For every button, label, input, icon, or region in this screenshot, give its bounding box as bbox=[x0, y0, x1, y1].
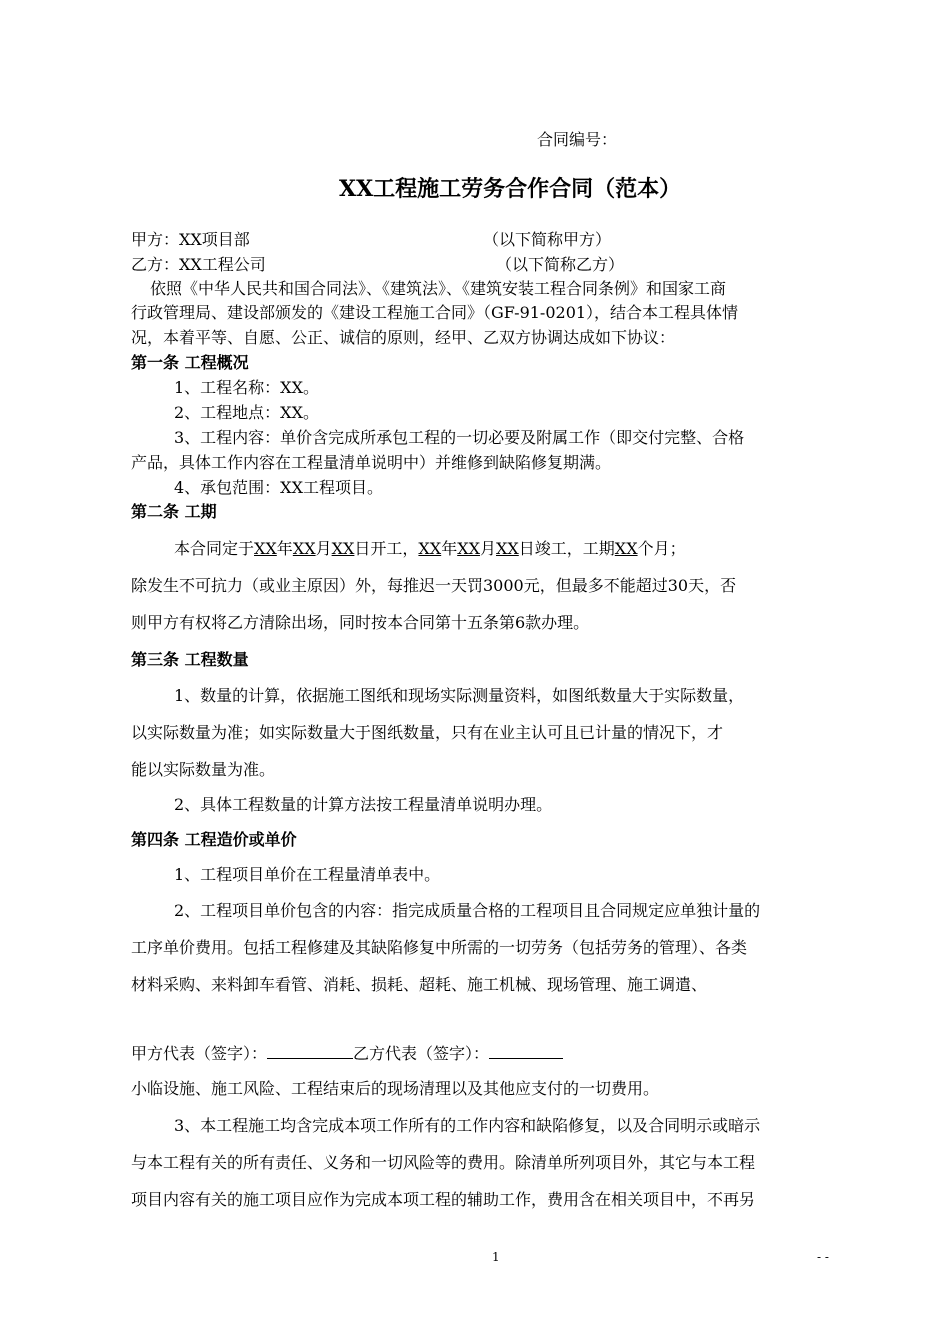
article-1-item: 2、工程地点：XX。 bbox=[174, 403, 319, 422]
article-4-heading: 第四条 工程造价或单价 bbox=[131, 830, 297, 849]
article-3-line: 1、数量的计算，依据施工图纸和现场实际测量资料，如图纸数量大于实际数量， bbox=[174, 686, 745, 705]
preamble-line: 依照《中华人民共和国合同法》、《建筑法》、《建筑安装工程合同条例》和国家工商 bbox=[150, 279, 727, 298]
article-1-heading: 第一条 工程概况 bbox=[131, 353, 249, 372]
article-1-item: 3、工程内容：单价含完成所承包工程的一切必要及附属工作（即交付完整、合格 bbox=[174, 428, 745, 447]
article-2-line: 除发生不可抗力（或业主原因）外，每推迟一天罚3000元，但最多不能超过30天，否 bbox=[131, 576, 737, 595]
preamble-line: 况，本着平等、自愿、公正、诚信的原则，经甲、乙双方协调达成如下协议： bbox=[131, 328, 676, 347]
footer-right-mark: - - bbox=[817, 1250, 829, 1264]
article-2-heading: 第二条 工期 bbox=[131, 502, 217, 521]
signature-row bbox=[131, 1041, 563, 1064]
party-a-signature-label: 甲方代表（签字）： bbox=[131, 1044, 268, 1063]
party-b-note: （以下简称乙方） bbox=[496, 255, 625, 274]
article-1-item: 产品，具体工作内容在工程量清单说明中）并维修到缺陷修复期满。 bbox=[131, 453, 612, 472]
party-b-signature-line[interactable] bbox=[489, 1044, 563, 1059]
party-b-signature-label: 乙方代表（签字）： bbox=[353, 1044, 490, 1063]
article-4-line: 2、工程项目单价包含的内容：指完成质量合格的工程项目且合同规定应单独计量的 bbox=[174, 901, 761, 920]
continuation-line: 3、本工程施工均含完成本项工作所有的工作内容和缺陷修复，以及合同明示或暗示 bbox=[174, 1116, 761, 1135]
article-1-item: 4、承包范围：XX工程项目。 bbox=[174, 478, 383, 497]
continuation-line: 小临设施、施工风险、工程结束后的现场清理以及其他应支付的一切费用。 bbox=[131, 1079, 660, 1098]
preamble-line: 行政管理局、建设部颁发的《建设工程施工合同》（GF-91-0201），结合本工程具体情 bbox=[131, 303, 739, 322]
article-1-item: 1、工程名称：XX。 bbox=[174, 378, 319, 397]
page-number: 1 bbox=[492, 1250, 500, 1264]
continuation-line: 项目内容有关的施工项目应作为完成本项工程的辅助工作，费用含在相关项目中，不再另 bbox=[131, 1190, 756, 1209]
party-b-label: 乙方：XX工程公司 bbox=[131, 255, 266, 274]
continuation-line: 与本工程有关的所有责任、义务和一切风险等的费用。除清单所列项目外，其它与本工程 bbox=[131, 1153, 756, 1172]
article-3-line: 以实际数量为准；如实际数量大于图纸数量，只有在业主认可且已计量的情况下，才 bbox=[131, 723, 724, 742]
party-a-signature-line[interactable] bbox=[267, 1044, 353, 1059]
party-a-note: （以下简称甲方） bbox=[483, 230, 612, 249]
article-2-schedule-line: 本合同定于XX年XX月XX日开工，XX年XX月XX日竣工，工期XX个月； bbox=[174, 539, 686, 558]
article-3-heading: 第三条 工程数量 bbox=[131, 650, 249, 669]
party-a-label: 甲方：XX项目部 bbox=[131, 230, 250, 249]
article-2-line: 则甲方有权将乙方清除出场，同时按本合同第十五条第6款办理。 bbox=[131, 613, 590, 632]
article-4-line: 1、工程项目单价在工程量清单表中。 bbox=[174, 865, 441, 884]
article-3-line: 能以实际数量为准。 bbox=[131, 760, 276, 779]
contract-number-label: 合同编号： bbox=[537, 130, 618, 149]
document-title: XX工程施工劳务合作合同（范本） bbox=[339, 176, 682, 202]
article-4-line: 工序单价费用。包括工程修建及其缺陷修复中所需的一切劳务（包括劳务的管理）、各类 bbox=[131, 938, 748, 957]
article-3-line: 2、具体工程数量的计算方法按工程量清单说明办理。 bbox=[174, 795, 553, 814]
article-4-line: 材料采购、来料卸车看管、消耗、损耗、超耗、施工机械、现场管理、施工调遣、 bbox=[131, 975, 708, 994]
